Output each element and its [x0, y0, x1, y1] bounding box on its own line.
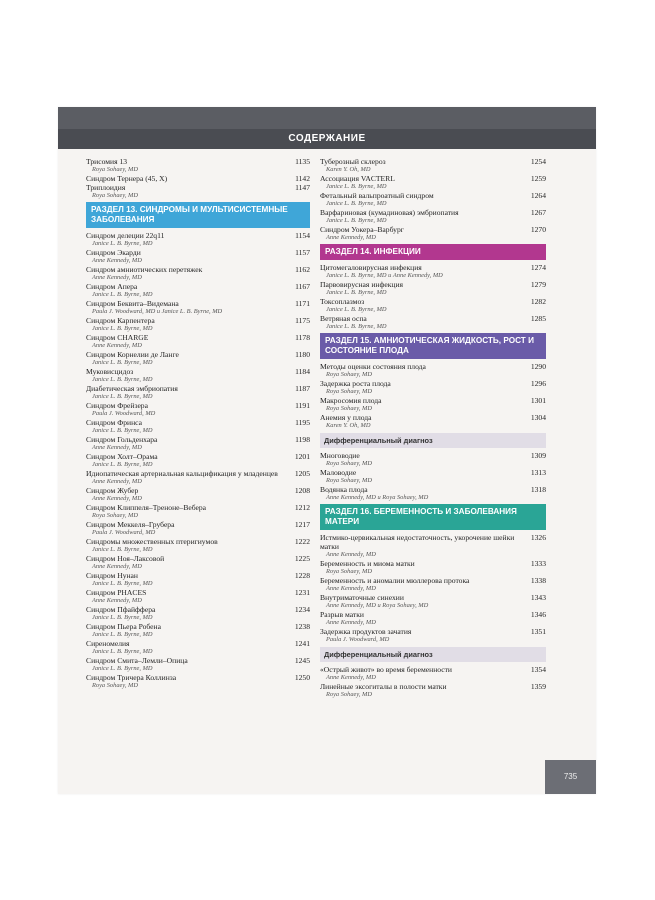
entry-page-number: 1175	[295, 316, 310, 325]
entry-page-number: 1228	[294, 571, 310, 580]
entry-author: Janice L. B. Byrne, MD и Anne Kennedy, MD	[326, 272, 443, 279]
toc-entry	[320, 225, 546, 242]
entry-author: Janice L. B. Byrne, MD	[92, 325, 153, 332]
left-entries-top	[86, 157, 310, 200]
page-number: 735	[545, 760, 596, 794]
toc-entry	[86, 435, 310, 452]
entry-title: Задержка роста плода	[320, 379, 391, 388]
entry-page-number: 1318	[530, 485, 546, 494]
entry-author: Roya Sohaey, MD	[92, 192, 138, 199]
entry-author: Anne Kennedy, MD	[92, 478, 142, 485]
toc-entry	[320, 280, 546, 297]
toc-entry	[86, 639, 310, 656]
entry-title: Маловодие	[320, 468, 357, 477]
entry-page-number: 1142	[295, 174, 310, 183]
entry-page-number: 1208	[294, 486, 310, 495]
toc-entry	[320, 208, 546, 225]
toc-entry	[86, 333, 310, 350]
toc-entry	[86, 588, 310, 605]
toc-entry	[86, 554, 310, 571]
toc-entry	[320, 396, 546, 413]
toc-entry	[86, 316, 310, 333]
entry-title: Токсоплазмоз	[320, 297, 365, 306]
toc-entry	[320, 191, 546, 208]
entry-author: Janice L. B. Byrne, MD	[92, 461, 153, 468]
toc-entry	[86, 503, 310, 520]
toc-entry	[86, 299, 310, 316]
entry-title: Методы оценки состояния плода	[320, 362, 426, 371]
entry-title: Сиреномелия	[86, 639, 130, 648]
entry-page-number: 1195	[295, 418, 310, 427]
left-column	[86, 157, 310, 690]
toc-entry	[320, 485, 546, 502]
entry-author: Anne Kennedy, MD	[92, 597, 142, 604]
entry-page-number: 1201	[294, 452, 310, 461]
toc-entry	[86, 571, 310, 588]
entry-page-number: 1157	[295, 248, 310, 257]
toc-entry	[86, 231, 310, 248]
entry-page-number: 1222	[294, 537, 310, 546]
entry-author: Anne Kennedy, MD	[326, 585, 376, 592]
entry-author: Anne Kennedy, MD	[326, 551, 376, 558]
entry-page-number: 1135	[295, 157, 310, 166]
entry-page-number: 1282	[530, 297, 546, 306]
entry-author: Anne Kennedy, MD и Roya Sohaey, MD	[326, 494, 429, 501]
entry-page-number: 1178	[295, 333, 310, 342]
entry-title: Синдром Смита–Лемли–Опица	[86, 656, 188, 665]
entry-page-number: 1167	[295, 282, 310, 291]
entry-author: Janice L. B. Byrne, MD	[326, 217, 387, 224]
entry-title: Синдром Апера	[86, 282, 138, 291]
toc-entry	[86, 469, 310, 486]
entry-title: Парвовирусная инфекция	[320, 280, 404, 289]
entry-title: Цитомегаловирусная инфекция	[320, 263, 422, 272]
toc-entry	[86, 622, 310, 639]
entry-author: Janice L. B. Byrne, MD	[92, 631, 153, 638]
entry-title: Синдром Карпентера	[86, 316, 155, 325]
entry-author: Paula J. Woodward, MD	[326, 636, 390, 643]
entry-title: Синдром Фрейзера	[86, 401, 148, 410]
toc-entry	[86, 605, 310, 622]
entry-page-number: 1147	[295, 183, 310, 192]
entry-title: Варфариновая (кумадиновая) эмбриопатия	[320, 208, 459, 217]
entry-author: Janice L. B. Byrne, MD	[92, 648, 153, 655]
entry-author: Janice L. B. Byrne, MD	[92, 427, 153, 434]
entry-title: Синдром делеции 22q11	[86, 231, 165, 240]
toc-entry	[86, 384, 310, 401]
entry-title: Синдром Пьера Робена	[86, 622, 161, 631]
toc-entry	[320, 665, 546, 682]
entry-title: Трисомия 13	[86, 157, 128, 166]
entry-author: Janice L. B. Byrne, MD	[92, 665, 153, 672]
toc-entry	[320, 593, 546, 610]
entry-author: Janice L. B. Byrne, MD	[326, 306, 387, 313]
toc-entry	[320, 263, 546, 280]
entry-author: Karen Y. Oh, MD	[326, 166, 371, 173]
entries-diff-1	[320, 451, 546, 502]
entry-page-number: 1296	[530, 379, 546, 388]
entry-page-number: 1234	[294, 605, 310, 614]
entry-author: Anne Kennedy, MD	[92, 444, 142, 451]
toc-entry	[320, 362, 546, 379]
entry-author: Janice L. B. Byrne, MD	[92, 546, 153, 553]
entry-title: Истмико-цервикальная недостаточность, укорочение шейки матки	[320, 533, 515, 551]
entry-title: Линейные эксогиталы в полости матки	[320, 682, 447, 691]
entry-author: Janice L. B. Byrne, MD	[92, 580, 153, 587]
entry-title: Ассоциация VACTERL	[320, 174, 395, 183]
toc-entry	[320, 297, 546, 314]
entry-page-number: 1198	[295, 435, 310, 444]
entry-title: Внутриматочные синехии	[320, 593, 404, 602]
entry-page-number: 1359	[530, 682, 546, 691]
entry-page-number: 1290	[530, 362, 546, 371]
entry-author: Paula J. Woodward, MD и Janice L. B. Byrne, MD	[92, 308, 223, 315]
toc-entry	[320, 533, 546, 559]
entry-page-number: 1171	[295, 299, 310, 308]
entry-title: Муковисцидоз	[86, 367, 134, 376]
entry-author: Janice L. B. Byrne, MD	[326, 323, 387, 330]
differential-diagnosis-heading-1: Дифференциальный диагноз	[320, 433, 546, 448]
entry-author: Anne Kennedy, MD	[92, 563, 142, 570]
entry-page-number: 1217	[294, 520, 310, 529]
entry-page-number: 1346	[530, 610, 546, 619]
entry-author: Janice L. B. Byrne, MD	[92, 376, 153, 383]
toc-entry	[86, 520, 310, 537]
entry-page-number: 1245	[294, 656, 310, 665]
entry-page-number: 1343	[530, 593, 546, 602]
entry-title: Синдром PHACES	[86, 588, 147, 597]
entry-page-number: 1274	[530, 263, 546, 272]
entry-page-number: 1267	[530, 208, 546, 217]
entry-title: Синдром Пфайффера	[86, 605, 156, 614]
toc-entry	[86, 282, 310, 299]
entry-title: Синдром Фринса	[86, 418, 142, 427]
entry-author: Anne Kennedy, MD	[92, 257, 142, 264]
entry-title: Синдром Нунан	[86, 571, 138, 580]
entry-author: Roya Sohaey, MD	[326, 477, 372, 484]
section-13-heading: РАЗДЕЛ 13. СИНДРОМЫ И МУЛЬТИСИСТЕМНЫЕ ЗАБОЛЕВАНИЯ	[86, 202, 310, 228]
entry-title: Синдром Меккеля–Грубера	[86, 520, 175, 529]
toc-entry	[86, 537, 310, 554]
entry-title: Синдром Корнелии де Ланге	[86, 350, 179, 359]
section-16-heading: РАЗДЕЛ 16. БЕРЕМЕННОСТЬ И ЗАБОЛЕВАНИЯ МАТЕРИ	[320, 504, 546, 530]
toc-entry	[86, 183, 310, 200]
entry-page-number: 1285	[530, 314, 546, 323]
entry-title: Фетальный вальпроатный синдром	[320, 191, 434, 200]
entry-page-number: 1250	[294, 673, 310, 682]
entry-title: Синдром Жубер	[86, 486, 139, 495]
entry-author: Roya Sohaey, MD	[92, 682, 138, 689]
entry-page-number: 1225	[294, 554, 310, 563]
toc-entry	[86, 418, 310, 435]
entry-page-number: 1326	[530, 533, 546, 542]
toc-entry	[86, 486, 310, 503]
toc-entry	[320, 174, 546, 191]
entry-author: Anne Kennedy, MD	[92, 342, 142, 349]
entry-author: Janice L. B. Byrne, MD	[326, 183, 387, 190]
entry-title: Разрыв матки	[320, 610, 364, 619]
entry-title: Ветряная оспа	[320, 314, 367, 323]
entry-author: Karen Y. Oh, MD	[326, 422, 371, 429]
entry-title: Беременность и миома матки	[320, 559, 415, 568]
toc-entry	[320, 682, 546, 699]
toc-entry	[320, 627, 546, 644]
toc-entry	[86, 350, 310, 367]
entry-title: Синдром Экарди	[86, 248, 141, 257]
entry-title: Синдром Тернера (45, X)	[86, 174, 168, 183]
entry-page-number: 1154	[295, 231, 310, 240]
entry-page-number: 1205	[294, 469, 310, 478]
toc-entry	[86, 174, 310, 183]
toc-entry	[86, 248, 310, 265]
entry-page-number: 1184	[295, 367, 310, 376]
toc-entry	[320, 379, 546, 396]
entry-author: Roya Sohaey, MD	[326, 460, 372, 467]
entry-title: Макросомия плода	[320, 396, 382, 405]
entry-page-number: 1351	[530, 627, 546, 636]
entry-page-number: 1187	[295, 384, 310, 393]
entry-page-number: 1241	[294, 639, 310, 648]
toc-entry	[320, 468, 546, 485]
toc-entry	[320, 451, 546, 468]
entry-author: Anne Kennedy, MD	[326, 234, 376, 241]
entry-page-number: 1333	[530, 559, 546, 568]
entry-page-number: 1264	[530, 191, 546, 200]
toc-entry	[86, 656, 310, 673]
entry-title: Идиопатическая артериальная кальцификация у младенцев	[86, 469, 278, 478]
entry-title: Синдромы множественных птеригиумов	[86, 537, 218, 546]
toc-entry	[86, 367, 310, 384]
entry-title: Синдром Гольденхара	[86, 435, 158, 444]
entry-author: Paula J. Woodward, MD	[92, 410, 156, 417]
entry-title: Водянка плода	[320, 485, 368, 494]
toc-entry	[320, 314, 546, 331]
entry-title: Синдром CHARGE	[86, 333, 149, 342]
entry-author: Roya Sohaey, MD	[92, 512, 138, 519]
entry-author: Anne Kennedy, MD	[92, 274, 142, 281]
entry-author: Roya Sohaey, MD	[326, 388, 372, 395]
entry-title: «Острый живот» во время беременности	[320, 665, 453, 674]
toc-entry	[86, 265, 310, 282]
entry-page-number: 1338	[530, 576, 546, 585]
entry-author: Janice L. B. Byrne, MD	[92, 614, 153, 621]
entries-diff-2	[320, 665, 546, 699]
entry-title: Триплоидия	[86, 183, 126, 192]
entry-author: Janice L. B. Byrne, MD	[92, 240, 153, 247]
entry-author: Roya Sohaey, MD	[326, 405, 372, 412]
entry-author: Anne Kennedy, MD	[326, 619, 376, 626]
entry-title: Синдром Тричера Коллинза	[86, 673, 177, 682]
differential-diagnosis-heading-2: Дифференциальный диагноз	[320, 647, 546, 662]
entry-title: Беременность и аномалии мюллерова протока	[320, 576, 470, 585]
entry-title: Туберозный склероз	[320, 157, 386, 166]
toc-entry	[320, 610, 546, 627]
entry-page-number: 1270	[530, 225, 546, 234]
entry-page-number: 1254	[530, 157, 546, 166]
page-title: СОДЕРЖАНИЕ	[58, 129, 596, 149]
toc-entry	[320, 576, 546, 593]
entry-title: Синдром Беквита–Видемана	[86, 299, 179, 308]
entry-page-number: 1354	[530, 665, 546, 674]
entry-author: Janice L. B. Byrne, MD	[92, 393, 153, 400]
toc-entry	[320, 157, 546, 174]
entry-page-number: 1304	[530, 413, 546, 422]
entry-author: Janice L. B. Byrne, MD	[92, 291, 153, 298]
entry-page-number: 1212	[294, 503, 310, 512]
entry-page-number: 1191	[295, 401, 310, 410]
entry-page-number: 1238	[294, 622, 310, 631]
entry-page-number: 1162	[295, 265, 310, 274]
left-entries	[86, 231, 310, 690]
toc-entry	[320, 559, 546, 576]
entry-page-number: 1309	[530, 451, 546, 460]
entry-title: Анемия у плода	[320, 413, 372, 422]
entry-author: Anne Kennedy, MD	[326, 674, 376, 681]
section-15-heading: РАЗДЕЛ 15. АМНИОТИЧЕСКАЯ ЖИДКОСТЬ, РОСТ И СОСТОЯНИЕ ПЛОДА	[320, 333, 546, 359]
section-14-heading: РАЗДЕЛ 14. ИНФЕКЦИИ	[320, 244, 546, 260]
entry-title: Синдром Ноя–Лаксовой	[86, 554, 165, 563]
entry-title: Многоводие	[320, 451, 360, 460]
entry-author: Janice L. B. Byrne, MD	[92, 359, 153, 366]
toc-entry	[86, 401, 310, 418]
entry-author: Paula J. Woodward, MD	[92, 529, 156, 536]
entry-title: Синдром Клиппеля–Треноне–Вебера	[86, 503, 207, 512]
entry-page-number: 1279	[530, 280, 546, 289]
entry-page-number: 1313	[530, 468, 546, 477]
entry-author: Roya Sohaey, MD	[326, 691, 372, 698]
entry-title: Синдром амниотических перетяжек	[86, 265, 203, 274]
entry-page-number: 1231	[294, 588, 310, 597]
entry-title: Задержка продуктов зачатия	[320, 627, 412, 636]
entry-author: Janice L. B. Byrne, MD	[326, 289, 387, 296]
entry-author: Janice L. B. Byrne, MD	[326, 200, 387, 207]
entries-14	[320, 263, 546, 331]
right-entries-top	[320, 157, 546, 242]
entries-15	[320, 362, 546, 430]
entry-author: Anne Kennedy, MD	[92, 495, 142, 502]
entry-author: Roya Sohaey, MD	[92, 166, 138, 173]
entry-author: Roya Sohaey, MD	[326, 568, 372, 575]
entry-title: Синдром Уокера–Варбург	[320, 225, 404, 234]
entry-author: Anne Kennedy, MD и Roya Sohaey, MD	[326, 602, 429, 609]
toc-entry	[86, 157, 310, 174]
entry-page-number: 1301	[530, 396, 546, 405]
right-column	[320, 157, 546, 699]
entry-title: Диабетическая эмбриопатия	[86, 384, 178, 393]
entries-16	[320, 533, 546, 644]
entry-author: Roya Sohaey, MD	[326, 371, 372, 378]
entry-page-number: 1180	[295, 350, 310, 359]
toc-entry	[86, 452, 310, 469]
toc-entry	[320, 413, 546, 430]
entry-title: Синдром Холт–Орама	[86, 452, 158, 461]
entry-page-number: 1259	[530, 174, 546, 183]
toc-entry	[86, 673, 310, 690]
